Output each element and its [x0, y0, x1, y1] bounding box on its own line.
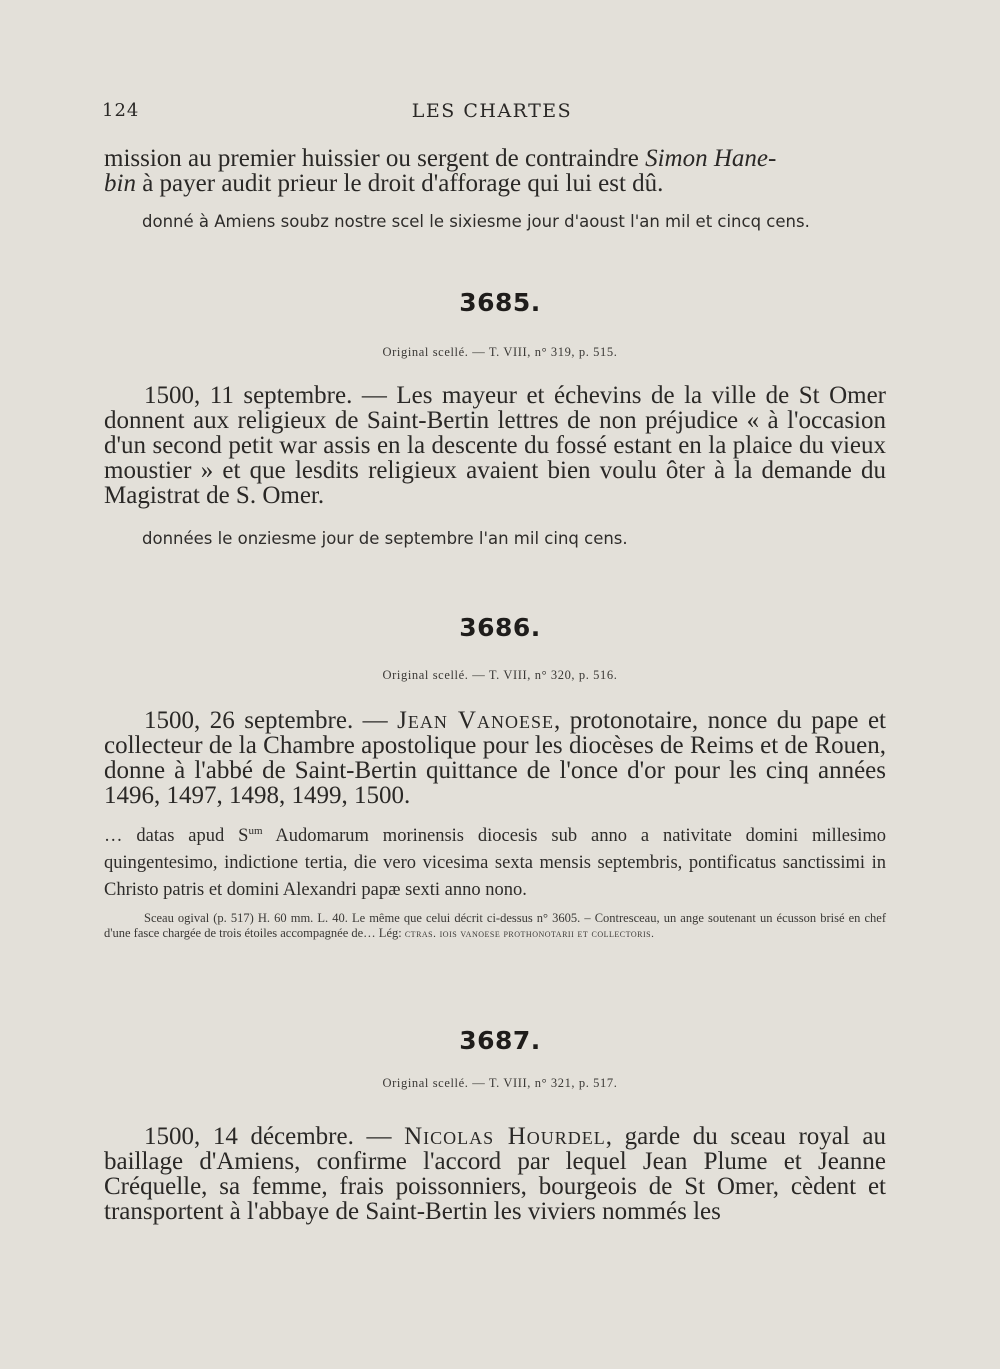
person-name: bin: [104, 170, 136, 197]
charter-summary: 1500, 11 septembre. — Les mayeur et échevins de la ville de St Omer donnent aux religieux de Saint-Bertin lettres de non préjudice « à l'occasion d'un second petit war assis en la descente du fossé estant en la plaice du vieux moustier » et que lesdits religieux avaient bien voulu ôter à la demande du Magistrat de S. Omer.: [104, 382, 886, 509]
continuation-paragraph: mission au premier huissier ou sergent de contraindre Simon Hane- bin à payer audit prieur le droit d'afforage qui lui est dû.: [104, 145, 777, 197]
charter-number: 3687.: [459, 1026, 541, 1055]
charter-quote: données le onziesme jour de septembre l'an mil cinq cens.: [142, 529, 628, 548]
charter-number: 3686.: [459, 613, 541, 642]
running-title: LES CHARTES: [411, 100, 573, 122]
seal-note: Sceau ogival (p. 517) H. 60 mm. L. 40. Le même que celui décrit ci-dessus n° 3605. – Contresceau, un ange soutenant un écusson brisé en chef d'une fasce chargée de trois étoiles accompagnée de… Lég: ctras. iois vanoese prothonotarii et collectoris.: [104, 911, 886, 940]
charter-source: Original scellé. — T. VIII, n° 319, p. 515.: [382, 345, 618, 359]
running-head: [102, 100, 882, 124]
charter-summary: 1500, 14 décembre. — Nicolas Hourdel, garde du sceau royal au baillage d'Amiens, confirme l'accord par lequel Jean Plume et Jeanne Créquelle, sa femme, frais poissonniers, bourgeois de St Omer, cèdent et transportent à l'abbaye de Saint-Bertin les viviers nommés les: [104, 1123, 887, 1225]
page-number: 124: [102, 100, 140, 121]
charter-latin-quote: … datas apud $S^{um}$ Audomarum morinensis diocesis sub anno a nativitate domini millesimo quingentesimo, indictione tertia, die vero vicesima sexta mensis septembris, pontificatus sanctissimi in Christo patris et domini Alexandri papæ sexti anno nono.: [104, 824, 886, 900]
person-name: Jean Vanoese: [397, 707, 554, 734]
continuation-quote: donné à Amiens soubz nostre scel le sixiesme jour d'aoust l'an mil et cincq cens.: [142, 212, 810, 231]
charter-source: Original scellé. — T. VIII, n° 320, p. 516.: [382, 668, 618, 682]
charter-number: 3685.: [459, 288, 541, 317]
charter-summary: 1500, 26 septembre. — Jean Vanoese, protonotaire, nonce du pape et collecteur de la Chambre apostolique pour les diocèses de Reims et de Rouen, donne à l'abbé de Saint-Bertin quittance de l'once d'or pour les cinq années 1496, 1497, 1498, 1499, 1500.: [104, 707, 887, 809]
person-name: Nicolas Hourdel: [404, 1123, 606, 1150]
charter-source: Original scellé. — T. VIII, n° 321, p. 517.: [382, 1076, 618, 1090]
person-name: Simon Hane-: [645, 145, 777, 172]
